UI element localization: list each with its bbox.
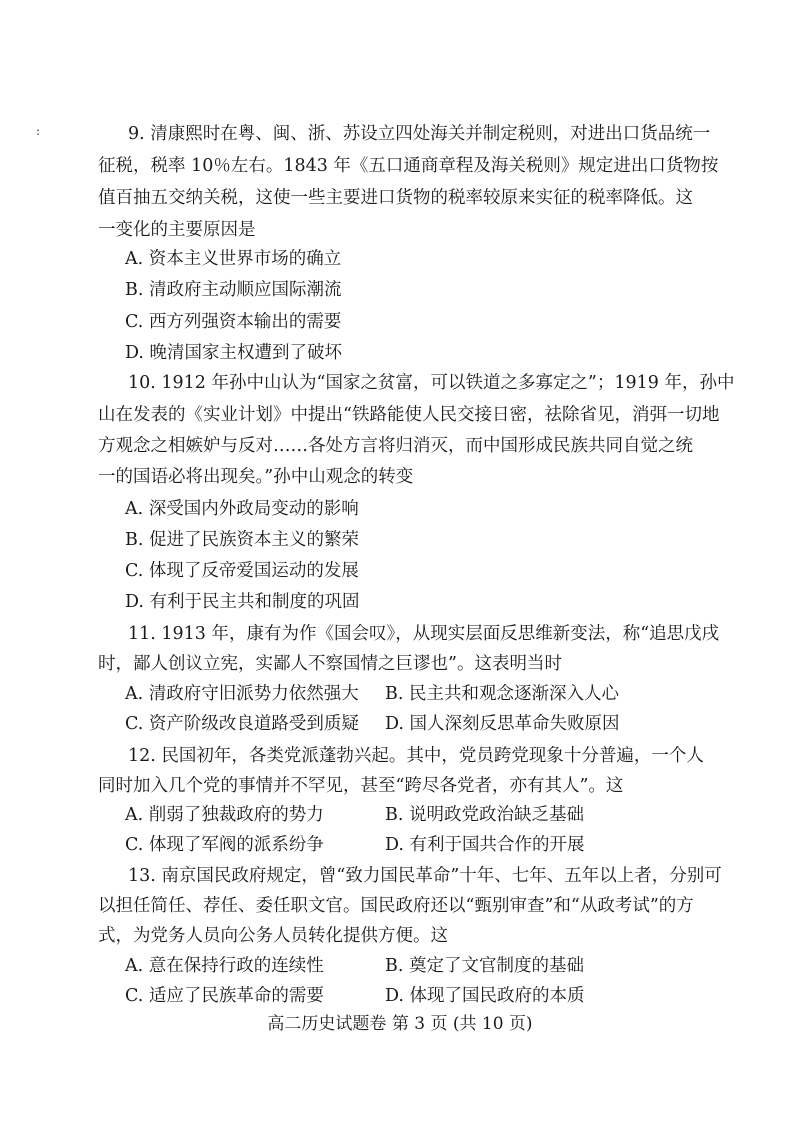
q12-line-2: 同时加入几个党的事情并不罕见，甚至“跨尽各党者，亦有其人”。这 [98,776,624,796]
q11-option-c: C. 资产阶级改良道路受到质疑 [125,714,359,734]
q9-option-d: D. 晚清国家主权遭到了破坏 [125,343,343,363]
q12-option-b: B. 说明政党政治缺乏基础 [385,805,584,825]
page-footer: 高二历史试题卷 第 3 页 (共 10 页) [267,1014,533,1034]
q10-option-c: C. 体现了反帝爱国运动的发展 [125,561,359,581]
q10-option-a: A. 深受国内外政局变动的影响 [125,499,359,519]
q11-option-d: D. 国人深刻反思革命失败原因 [385,714,620,734]
q13-line-2: 以担任简任、荐任、委任职文官。国民政府还以“甄别审查”和“从政考试”的方 [98,896,694,916]
q13-option-d: D. 体现了国民政府的本质 [385,986,585,1006]
q9-option-a: A. 资本主义世界市场的确立 [125,249,342,269]
q11-option-a: A. 清政府守旧派势力依然强大 [125,684,359,704]
q13-option-a: A. 意在保持行政的连续性 [125,956,324,976]
q13-line-3: 式，为党务人员向公务人员转化提供方便。这 [98,926,448,946]
q9-option-c: C. 西方列强资本输出的需要 [125,312,342,332]
q11-line-1: 11. 1913 年，康有为作《国会叹》，从现实层面反思维新变法，称“追思戊戌 [128,624,720,644]
q12-line-1: 12. 民国初年，各类党派蓬勃兴起。其中，党员跨党现象十分普遍，一个人 [128,746,704,766]
q9-option-b: B. 清政府主动顺应国际潮流 [125,280,342,300]
margin-mark: : [36,124,41,138]
q10-line-1: 10. 1912 年孙中山认为“国家之贫富，可以铁道之多寡定之”；1919 年，孙中 [128,373,735,393]
q11-option-b: B. 民主共和观念逐渐深入人心 [385,684,619,704]
q9-line-4: 一变化的主要原因是 [98,220,256,240]
q12-option-a: A. 削弱了独裁政府的势力 [125,805,324,825]
q9-line-2: 征税，税率 10％左右。1843 年《五口通商章程及海关税则》规定进出口货物按 [98,156,719,176]
q10-line-3: 方观念之相嫉妒与反对……各处方言将归消灭，而中国形成民族共同自觉之统 [98,436,693,456]
q12-option-d: D. 有利于国共合作的开展 [385,835,585,855]
q9-line-3: 值百抽五交纳关税，这使一些主要进口货物的税率较原来实征的税率降低。这 [98,188,693,208]
q10-line-2: 山在发表的《实业计划》中提出“铁路能使人民交接日密，祛除省见，消弭一切地 [98,405,720,425]
q9-line-1: 9. 清康熙时在粤、闽、浙、苏设立四处海关并制定税则，对进出口货品统一 [128,124,711,144]
q13-option-c: C. 适应了民族革命的需要 [125,986,324,1006]
q13-option-b: B. 奠定了文官制度的基础 [385,956,584,976]
q13-line-1: 13. 南京国民政府规定，曾“致力国民革命”十年、七年、五年以上者，分别可 [128,866,722,886]
q10-option-b: B. 促进了民族资本主义的繁荣 [125,530,359,550]
q11-line-2: 时，鄙人创议立宪，实鄙人不察国情之巨谬也”。这表明当时 [98,654,562,674]
q10-line-4: 一的国语必将出现矣。”孙中山观念的转变 [98,467,414,487]
q12-option-c: C. 体现了军阀的派系纷争 [125,835,324,855]
q10-option-d: D. 有利于民主共和制度的巩固 [125,592,360,612]
